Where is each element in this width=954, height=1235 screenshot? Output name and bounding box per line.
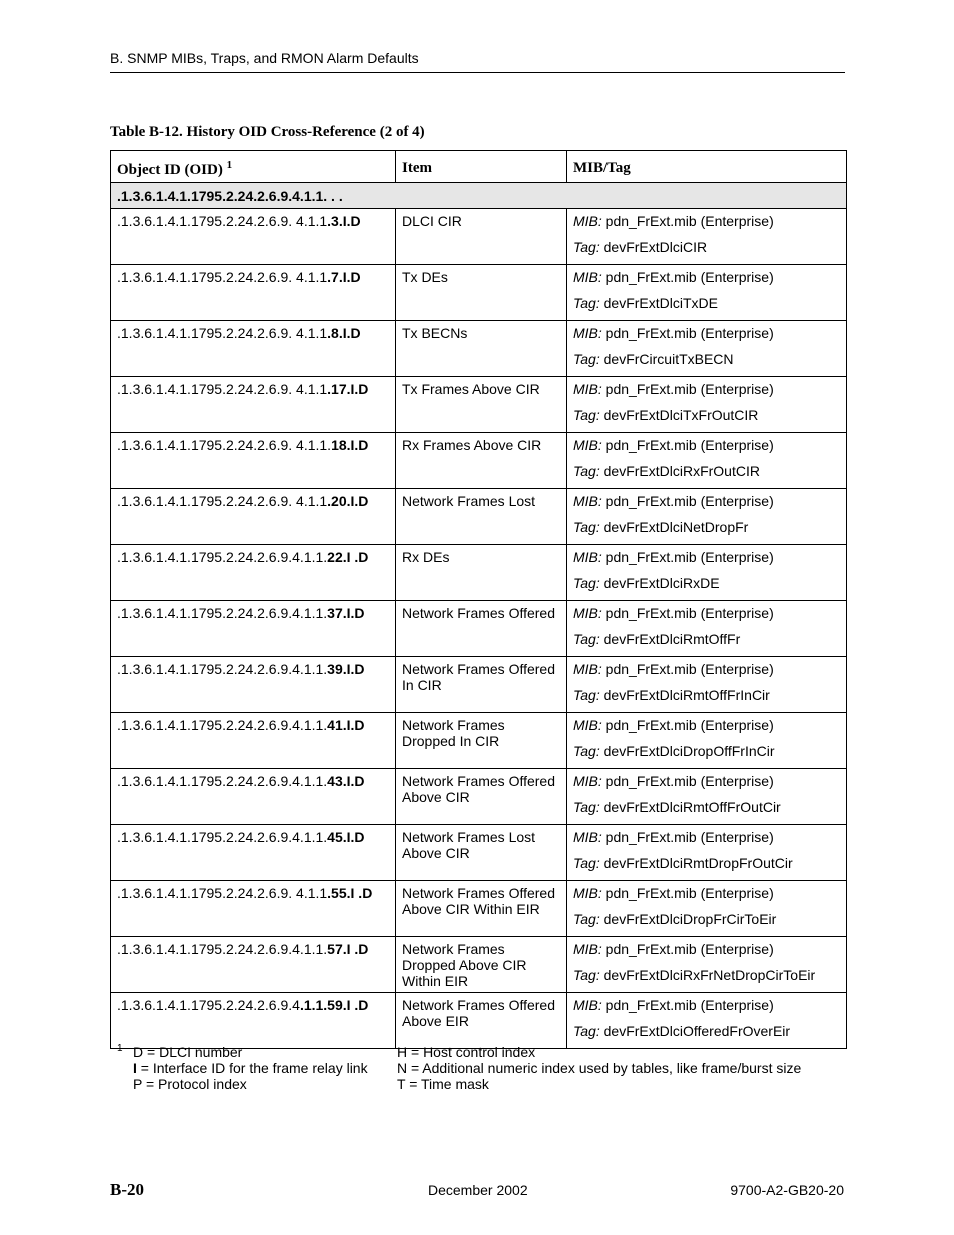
mib-tag-cell bbox=[567, 713, 847, 769]
mib-label: MIB: bbox=[573, 381, 602, 397]
mib-tag-cell bbox=[567, 209, 847, 265]
tag-label: Tag: bbox=[573, 575, 600, 591]
tag-line bbox=[573, 799, 840, 815]
mib-label: MIB: bbox=[573, 605, 602, 621]
mib-line bbox=[573, 493, 840, 519]
oid-suffix: .1.1.59.I .D bbox=[299, 997, 369, 1013]
oid-suffix: 43.I.D bbox=[327, 773, 365, 789]
group-row bbox=[111, 183, 847, 209]
oid-prefix: .1.3.6.1.4.1.1795.2.24.2.6.9.4.1.1. bbox=[117, 829, 328, 845]
footnote-reference: 1 bbox=[226, 158, 233, 171]
item-cell: Tx DEs bbox=[396, 265, 567, 321]
item-cell: Network Frames Offered bbox=[396, 601, 567, 657]
mib-value: pdn_FrExt.mib (Enterprise) bbox=[605, 549, 774, 565]
tag-value: devFrExtDlciCIR bbox=[603, 239, 708, 255]
mib-line bbox=[573, 661, 840, 687]
oid-cell bbox=[111, 825, 396, 881]
oid-prefix: .1.3.6.1.4.1.1795.2.24.2.6.9.4 bbox=[117, 997, 300, 1013]
oid-cell bbox=[111, 377, 396, 433]
mib-label: MIB: bbox=[573, 661, 602, 677]
oid-suffix: 22.I .D bbox=[327, 549, 369, 565]
tag-line bbox=[573, 911, 840, 927]
oid-cell bbox=[111, 209, 396, 265]
mib-line bbox=[573, 213, 840, 239]
footnote-legend-line bbox=[133, 1060, 368, 1076]
footnote-legend-line bbox=[133, 1076, 368, 1092]
item-cell: Rx DEs bbox=[396, 545, 567, 601]
tag-value: devFrExtDlciRmtOffFrOutCir bbox=[603, 799, 781, 815]
table-row bbox=[111, 321, 847, 377]
mib-value: pdn_FrExt.mib (Enterprise) bbox=[605, 605, 774, 621]
mib-line bbox=[573, 605, 840, 631]
oid-suffix: .3.I.D bbox=[327, 213, 361, 229]
tag-label: Tag: bbox=[573, 407, 600, 423]
mib-label: MIB: bbox=[573, 941, 602, 957]
oid-cell bbox=[111, 993, 396, 1049]
table-row bbox=[111, 713, 847, 769]
tag-label: Tag: bbox=[573, 911, 600, 927]
mib-tag-cell bbox=[567, 937, 847, 993]
oid-suffix: .17.I.D bbox=[327, 381, 369, 397]
item-cell: Tx Frames Above CIR bbox=[396, 377, 567, 433]
mib-tag-cell bbox=[567, 489, 847, 545]
oid-suffix: 57.I .D bbox=[327, 941, 369, 957]
column-header-mib-tag: MIB/Tag bbox=[567, 151, 847, 183]
oid-cell bbox=[111, 433, 396, 489]
item-cell: Network Frames Dropped Above CIR Within EIR bbox=[396, 937, 567, 993]
mib-value: pdn_FrExt.mib (Enterprise) bbox=[605, 661, 774, 677]
oid-cell bbox=[111, 937, 396, 993]
table-caption: Table B-12. History OID Cross-Reference (2 of 4) bbox=[110, 124, 425, 140]
mib-line bbox=[573, 269, 840, 295]
item-cell: Rx Frames Above CIR bbox=[396, 433, 567, 489]
mib-line bbox=[573, 829, 840, 855]
mib-value: pdn_FrExt.mib (Enterprise) bbox=[605, 269, 774, 285]
oid-cell bbox=[111, 321, 396, 377]
oid-prefix: .1.3.6.1.4.1.1795.2.24.2.6.9.4.1.1. bbox=[117, 773, 328, 789]
tag-value: devFrExtDlciDropFrCirToEir bbox=[603, 911, 777, 927]
tag-label: Tag: bbox=[573, 295, 600, 311]
legend-key: D bbox=[133, 1044, 144, 1060]
group-oid: .1.3.6.1.4.1.1795.2.24.2.6.9.4.1.1. . . bbox=[111, 183, 847, 209]
tag-value: devFrExtDlciRxDE bbox=[603, 575, 720, 591]
item-cell: Network Frames Lost bbox=[396, 489, 567, 545]
table-row bbox=[111, 825, 847, 881]
oid-prefix: .1.3.6.1.4.1.1795.2.24.2.6.9.4.1.1. bbox=[117, 941, 328, 957]
oid-suffix: .8.I.D bbox=[327, 325, 361, 341]
column-header-oid: Object ID (OID) $^1$ bbox=[111, 151, 396, 183]
tag-line bbox=[573, 295, 840, 311]
oid-cell bbox=[111, 489, 396, 545]
mib-tag-cell bbox=[567, 993, 847, 1049]
tag-label: Tag: bbox=[573, 743, 600, 759]
table-row bbox=[111, 881, 847, 937]
footnote-legend-line: T = Time mask bbox=[397, 1076, 489, 1092]
mib-label: MIB: bbox=[573, 269, 602, 285]
oid-cell bbox=[111, 769, 396, 825]
tag-value: devFrExtDlciRmtOffFrInCir bbox=[603, 687, 770, 703]
mib-label: MIB: bbox=[573, 549, 602, 565]
tag-label: Tag: bbox=[573, 855, 600, 871]
tag-line bbox=[573, 855, 840, 871]
legend-key: P bbox=[133, 1076, 143, 1092]
tag-line bbox=[573, 687, 840, 703]
tag-label: Tag: bbox=[573, 799, 600, 815]
tag-line bbox=[573, 575, 840, 591]
section-title: B. SNMP MIBs, Traps, and RMON Alarm Defaults bbox=[110, 50, 419, 66]
tag-line bbox=[573, 519, 840, 535]
mib-line bbox=[573, 997, 840, 1023]
footnote-left bbox=[133, 1044, 368, 1092]
oid-cell bbox=[111, 657, 396, 713]
mib-value: pdn_FrExt.mib (Enterprise) bbox=[605, 773, 774, 789]
mib-label: MIB: bbox=[573, 437, 602, 453]
table-row bbox=[111, 601, 847, 657]
tag-label: Tag: bbox=[573, 239, 600, 255]
running-header bbox=[110, 50, 845, 73]
legend-text: = Protocol index bbox=[142, 1076, 247, 1092]
tag-label: Tag: bbox=[573, 631, 600, 647]
mib-tag-cell bbox=[567, 657, 847, 713]
mib-tag-cell bbox=[567, 321, 847, 377]
column-header-item: Item bbox=[396, 151, 567, 183]
tag-value: devFrExtDlciRmtOffFr bbox=[603, 631, 741, 647]
tag-label: Tag: bbox=[573, 1023, 600, 1039]
oid-suffix: .55.I .D bbox=[327, 885, 373, 901]
oid-prefix: .1.3.6.1.4.1.1795.2.24.2.6.9. 4.1.1 bbox=[117, 885, 328, 901]
oid-prefix: .1.3.6.1.4.1.1795.2.24.2.6.9.4.1.1. bbox=[117, 549, 328, 565]
table-row bbox=[111, 433, 847, 489]
mib-tag-cell bbox=[567, 545, 847, 601]
page-number: B-20 bbox=[110, 1180, 144, 1199]
tag-value: devFrExtDlciDropOffFrInCir bbox=[603, 743, 775, 759]
oid-suffix: .7.I.D bbox=[327, 269, 361, 285]
legend-text: = DLCI number bbox=[143, 1044, 243, 1060]
table-row bbox=[111, 769, 847, 825]
mib-line bbox=[573, 773, 840, 799]
tag-label: Tag: bbox=[573, 519, 600, 535]
oid-suffix: 18.I.D bbox=[331, 437, 369, 453]
mib-tag-cell bbox=[567, 601, 847, 657]
tag-line bbox=[573, 967, 840, 983]
mib-label: MIB: bbox=[573, 773, 602, 789]
tag-label: Tag: bbox=[573, 351, 600, 367]
oid-prefix: .1.3.6.1.4.1.1795.2.24.2.6.9.4.1.1. bbox=[117, 717, 328, 733]
mib-label: MIB: bbox=[573, 885, 602, 901]
oid-suffix: .20.I.D bbox=[327, 493, 369, 509]
oid-prefix: .1.3.6.1.4.1.1795.2.24.2.6.9. 4.1.1 bbox=[117, 493, 328, 509]
mib-tag-cell bbox=[567, 377, 847, 433]
table-row bbox=[111, 209, 847, 265]
item-cell: Network Frames Offered Above EIR bbox=[396, 993, 567, 1049]
legend-text: = Interface ID for the frame relay link bbox=[136, 1060, 368, 1076]
table-header-row bbox=[111, 151, 847, 183]
mib-value: pdn_FrExt.mib (Enterprise) bbox=[605, 717, 774, 733]
mib-label: MIB: bbox=[573, 325, 602, 341]
tag-value: devFrCircuitTxBECN bbox=[603, 351, 734, 367]
mib-line bbox=[573, 325, 840, 351]
table-row bbox=[111, 937, 847, 993]
item-cell: Network Frames Lost Above CIR bbox=[396, 825, 567, 881]
item-cell: Tx BECNs bbox=[396, 321, 567, 377]
oid-suffix: 41.I.D bbox=[327, 717, 365, 733]
tag-value: devFrExtDlciRmtDropFrOutCir bbox=[603, 855, 793, 871]
item-cell: Network Frames Offered In CIR bbox=[396, 657, 567, 713]
publication-date: December 2002 bbox=[428, 1182, 528, 1198]
tag-value: devFrExtDlciNetDropFr bbox=[603, 519, 749, 535]
document-number: 9700-A2-GB20-20 bbox=[730, 1182, 844, 1198]
mib-tag-cell bbox=[567, 881, 847, 937]
tag-line bbox=[573, 743, 840, 759]
mib-label: MIB: bbox=[573, 717, 602, 733]
footnote-legend-line bbox=[133, 1044, 368, 1060]
footnote-mark: 1 bbox=[117, 1043, 123, 1054]
oid-cell bbox=[111, 601, 396, 657]
oid-cell bbox=[111, 545, 396, 601]
tag-value: devFrExtDlciTxDE bbox=[603, 295, 718, 311]
mib-label: MIB: bbox=[573, 213, 602, 229]
mib-label: MIB: bbox=[573, 997, 602, 1013]
mib-line bbox=[573, 885, 840, 911]
mib-value: pdn_FrExt.mib (Enterprise) bbox=[605, 885, 774, 901]
mib-value: pdn_FrExt.mib (Enterprise) bbox=[605, 997, 774, 1013]
mib-tag-cell bbox=[567, 769, 847, 825]
tag-value: devFrExtDlciRxFrOutCIR bbox=[603, 463, 760, 479]
table-row bbox=[111, 489, 847, 545]
tag-value: devFrExtDlciTxFrOutCIR bbox=[603, 407, 759, 423]
item-cell: Network Frames Offered Above CIR Within EIR bbox=[396, 881, 567, 937]
mib-value: pdn_FrExt.mib (Enterprise) bbox=[605, 941, 774, 957]
tag-label: Tag: bbox=[573, 687, 600, 703]
mib-label: MIB: bbox=[573, 493, 602, 509]
mib-line bbox=[573, 381, 840, 407]
mib-line bbox=[573, 549, 840, 575]
mib-tag-cell bbox=[567, 265, 847, 321]
oid-suffix: 39.I.D bbox=[327, 661, 365, 677]
tag-value: devFrExtDlciOfferedFrOverEir bbox=[603, 1023, 791, 1039]
oid-suffix: 45.I.D bbox=[327, 829, 365, 845]
table-row bbox=[111, 657, 847, 713]
mib-value: pdn_FrExt.mib (Enterprise) bbox=[605, 437, 774, 453]
oid-prefix: .1.3.6.1.4.1.1795.2.24.2.6.9.4.1.1. bbox=[117, 605, 328, 621]
oid-cell bbox=[111, 881, 396, 937]
tag-line bbox=[573, 407, 840, 423]
oid-prefix: .1.3.6.1.4.1.1795.2.24.2.6.9. 4.1.1. bbox=[117, 437, 332, 453]
mib-value: pdn_FrExt.mib (Enterprise) bbox=[605, 493, 774, 509]
footnote-legend-line: N = Additional numeric index used by tables, like frame/burst size bbox=[397, 1060, 802, 1076]
table-row bbox=[111, 993, 847, 1049]
oid-prefix: .1.3.6.1.4.1.1795.2.24.2.6.9. 4.1.1 bbox=[117, 213, 328, 229]
tag-line bbox=[573, 631, 840, 647]
tag-line bbox=[573, 1023, 840, 1039]
mib-value: pdn_FrExt.mib (Enterprise) bbox=[605, 213, 774, 229]
footnote-legend-line: H = Host control index bbox=[397, 1044, 536, 1060]
mib-value: pdn_FrExt.mib (Enterprise) bbox=[605, 381, 774, 397]
mib-tag-cell bbox=[567, 825, 847, 881]
item-cell: DLCI CIR bbox=[396, 209, 567, 265]
mib-line bbox=[573, 941, 840, 967]
item-cell: Network Frames Dropped In CIR bbox=[396, 713, 567, 769]
oid-cell bbox=[111, 265, 396, 321]
mib-tag-cell bbox=[567, 433, 847, 489]
oid-suffix: 37.I.D bbox=[327, 605, 365, 621]
mib-label: MIB: bbox=[573, 829, 602, 845]
table-row bbox=[111, 377, 847, 433]
mib-line bbox=[573, 437, 840, 463]
tag-line bbox=[573, 239, 840, 255]
legend-key: I bbox=[133, 1060, 137, 1076]
mib-value: pdn_FrExt.mib (Enterprise) bbox=[605, 829, 774, 845]
oid-cross-reference-table bbox=[110, 150, 847, 1049]
oid-cell bbox=[111, 713, 396, 769]
table-row bbox=[111, 265, 847, 321]
table-row bbox=[111, 545, 847, 601]
tag-label: Tag: bbox=[573, 463, 600, 479]
tag-value: devFrExtDlciRxFrNetDropCirToEir bbox=[603, 967, 816, 983]
oid-prefix: .1.3.6.1.4.1.1795.2.24.2.6.9.4.1.1. bbox=[117, 661, 328, 677]
tag-label: Tag: bbox=[573, 967, 600, 983]
oid-prefix: .1.3.6.1.4.1.1795.2.24.2.6.9. 4.1.1 bbox=[117, 381, 328, 397]
oid-prefix: .1.3.6.1.4.1.1795.2.24.2.6.9. 4.1.1 bbox=[117, 269, 328, 285]
item-cell: Network Frames Offered Above CIR bbox=[396, 769, 567, 825]
mib-line bbox=[573, 717, 840, 743]
tag-line bbox=[573, 463, 840, 479]
tag-line bbox=[573, 351, 840, 367]
footnote-right bbox=[397, 1044, 801, 1092]
mib-value: pdn_FrExt.mib (Enterprise) bbox=[605, 325, 774, 341]
oid-prefix: .1.3.6.1.4.1.1795.2.24.2.6.9. 4.1.1 bbox=[117, 325, 328, 341]
